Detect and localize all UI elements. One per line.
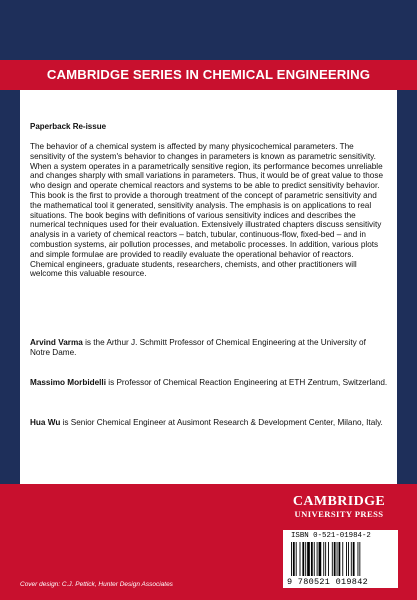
description-paragraph: This book is the first to provide a thorough treatment of the concept of parametric sensitivity and the mathematical tool it generated, sensitivity analysis. The emphasis is on applications to real situations. The book begins with definitions of various sensitivity indices and describes the numerical techniques used for their evaluation. Extensively illustrated chapters discuss sensitivity analysis in a variety of chemical reactors – batch, tubular, continuous-flow, fixed-bed – and in combustion systems, air pollution processes, and metabolic processes. In addition, various plots and simple formulae are provided to readily evaluate the operational behavior of reactors. Chemical engineers, graduate students, researchers, chemists, and other practitioners will welcome this valuable resource. [30,190,382,279]
publisher-name-line2: UNIVERSITY PRESS [294,509,384,519]
author-bio [30,378,388,388]
barcode-bar [314,542,315,576]
barcode-bar [334,542,336,576]
barcode-bar [305,542,306,576]
cover-design-credit: Cover design: C.J. Pettick, Hunter Design Associates [20,581,173,588]
barcode-bar [359,542,360,576]
barcode-bar [291,542,292,576]
barcode-bar [342,542,343,576]
barcode-graphic [289,542,392,576]
barcode-bar [302,542,304,576]
book-description [30,142,388,279]
author-description: is Professor of Chemical Reaction Engineering at ETH Zentrum, Switzerland. [105,378,388,387]
barcode-bar [348,542,349,576]
barcode-bar [319,542,322,576]
barcode-bar [300,542,301,576]
author-bio [30,418,388,428]
isbn-label: ISBN 0-521-01984-2 [291,532,371,540]
barcode-bar [358,542,359,576]
back-cover-text-panel [20,90,397,484]
edition-label: Paperback Re-issue [30,122,107,131]
author-name: Massimo Morbidelli [30,378,106,387]
barcode-bar [339,542,341,576]
author-name: Hua Wu [30,418,61,427]
barcode-bar [317,542,318,576]
barcode-bar [293,542,295,576]
barcode-bar [323,542,324,576]
description-paragraph: The behavior of a chemical system is affected by many physicochemical parameters. The sensitivity of the system's behavior to changes in parameters is known as parametric sensitivity. When a system operates in a parametrically sensitive region, its performance becomes unreliable and changes sharply with small variations in parameters. Thus, it would be of great value to those who design and operate chemical reactors and systems to be able to predict sensitivity behavior. [30,142,384,191]
barcode-bar [328,542,329,576]
barcode-bar [307,542,310,576]
barcode-bar [332,542,333,576]
author-name: Arvind Varma [30,338,83,347]
author-bio [30,338,388,358]
barcode-digits: 9 780521 019842 [287,577,369,587]
barcode-bar [325,542,326,576]
barcode-bar [337,542,338,576]
publisher-logo [283,494,395,519]
barcode-bar [351,542,352,576]
top-navy-band [0,0,417,60]
barcode-panel [283,530,398,588]
publisher-name-line1: CAMBRIDGE [292,494,386,509]
author-description: is the Arthur J. Schmitt Professor of Chemical Engineering at the University of Notre Dame. [30,338,366,357]
barcode-bar [311,542,313,576]
barcode-bar [346,542,347,576]
barcode-bar [296,542,297,576]
series-title: CAMBRIDGE SERIES IN CHEMICAL ENGINEERING [0,60,417,90]
barcode-bar [353,542,355,576]
author-description: is Senior Chemical Engineer at Ausimont Research & Development Center, Milano, Italy. [60,418,383,427]
